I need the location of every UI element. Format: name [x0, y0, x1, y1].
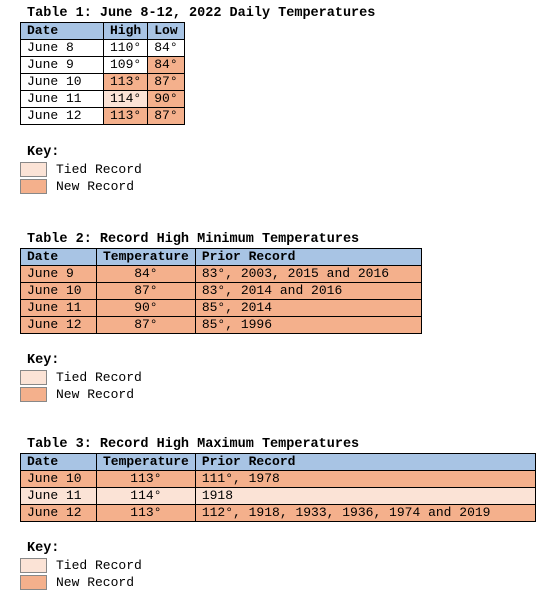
date-cell: June 9	[21, 57, 104, 74]
table3-title: Table 3: Record High Maximum Temperatures	[27, 437, 360, 452]
new-record-label: New Record	[56, 574, 135, 590]
prior-record-cell: 83°, 2014 and 2016	[195, 283, 421, 300]
prior-record-cell: 111°, 1978	[195, 471, 535, 488]
key2-title: Key:	[27, 353, 60, 368]
key1-new-row	[20, 178, 142, 195]
table1-section	[20, 6, 375, 125]
prior-record-cell: 85°, 2014	[195, 300, 421, 317]
table3-section	[20, 437, 536, 522]
table-row	[21, 300, 422, 317]
date-cell: June 10	[21, 471, 97, 488]
table-row	[21, 91, 185, 108]
table-row	[21, 317, 422, 334]
record-high-maximum-table	[20, 453, 536, 522]
key2-new-row	[20, 386, 142, 403]
table-row	[21, 40, 185, 57]
table-row	[21, 488, 536, 505]
temperature-cell: 113°	[97, 505, 196, 522]
date-cell: June 12	[21, 505, 97, 522]
temperature-cell: 113°	[97, 471, 196, 488]
table3-header-temperature: Temperature	[97, 454, 196, 471]
table1-title: Table 1: June 8-12, 2022 Daily Temperatures	[27, 6, 376, 21]
prior-record-cell: 83°, 2003, 2015 and 2016	[195, 266, 421, 283]
low-cell: 87°	[148, 108, 184, 125]
record-high-minimum-table	[20, 248, 422, 334]
low-cell: 87°	[148, 74, 184, 91]
table3-header-date: Date	[21, 454, 97, 471]
date-cell: June 9	[21, 266, 97, 283]
table-row	[21, 108, 185, 125]
key3-tied-row	[20, 557, 142, 574]
key1-title: Key:	[27, 145, 60, 160]
new-record-label: New Record	[56, 386, 135, 402]
date-cell: June 11	[21, 91, 104, 108]
tied-record-swatch	[20, 558, 47, 573]
table3-header-row	[21, 454, 536, 471]
table1-header-low: Low	[148, 23, 184, 40]
key3-new-row	[20, 574, 142, 591]
table2-header-prior: Prior Record	[195, 249, 421, 266]
date-cell: June 8	[21, 40, 104, 57]
date-cell: June 12	[21, 108, 104, 125]
table2-title: Table 2: Record High Minimum Temperatures	[27, 232, 360, 247]
high-cell: 113°	[104, 74, 148, 91]
tied-record-label: Tied Record	[56, 161, 142, 177]
table2-header-temperature: Temperature	[97, 249, 196, 266]
tied-record-label: Tied Record	[56, 369, 142, 385]
new-record-swatch	[20, 575, 47, 590]
key2	[20, 353, 142, 403]
prior-record-cell: 1918	[195, 488, 535, 505]
key3-title: Key:	[27, 541, 60, 556]
high-cell: 113°	[104, 108, 148, 125]
high-cell: 110°	[104, 40, 148, 57]
date-cell: June 11	[21, 488, 97, 505]
table-row	[21, 471, 536, 488]
low-cell: 84°	[148, 40, 184, 57]
key1-tied-row	[20, 161, 142, 178]
temperature-cell: 87°	[97, 283, 196, 300]
table1-header-row	[21, 23, 185, 40]
date-cell: June 10	[21, 74, 104, 91]
table1-header-high: High	[104, 23, 148, 40]
daily-temperatures-table	[20, 22, 185, 125]
low-cell: 90°	[148, 91, 184, 108]
new-record-swatch	[20, 387, 47, 402]
table3-header-prior: Prior Record	[195, 454, 535, 471]
temperature-cell: 84°	[97, 266, 196, 283]
high-cell: 114°	[104, 91, 148, 108]
new-record-label: New Record	[56, 178, 135, 194]
low-cell: 84°	[148, 57, 184, 74]
new-record-swatch	[20, 179, 47, 194]
high-cell: 109°	[104, 57, 148, 74]
key1	[20, 145, 142, 195]
tied-record-swatch	[20, 162, 47, 177]
table-row	[21, 505, 536, 522]
key2-tied-row	[20, 369, 142, 386]
table2-header-row	[21, 249, 422, 266]
table-row	[21, 283, 422, 300]
table2-section	[20, 232, 422, 334]
prior-record-cell: 85°, 1996	[195, 317, 421, 334]
tied-record-label: Tied Record	[56, 557, 142, 573]
date-cell: June 11	[21, 300, 97, 317]
table2-header-date: Date	[21, 249, 97, 266]
date-cell: June 10	[21, 283, 97, 300]
table-row	[21, 74, 185, 91]
temperature-cell: 87°	[97, 317, 196, 334]
date-cell: June 12	[21, 317, 97, 334]
tied-record-swatch	[20, 370, 47, 385]
prior-record-cell: 112°, 1918, 1933, 1936, 1974 and 2019	[195, 505, 535, 522]
temperature-cell: 90°	[97, 300, 196, 317]
table1-header-date: Date	[21, 23, 104, 40]
table-row	[21, 57, 185, 74]
temperature-cell: 114°	[97, 488, 196, 505]
table-row	[21, 266, 422, 283]
key3	[20, 541, 142, 591]
